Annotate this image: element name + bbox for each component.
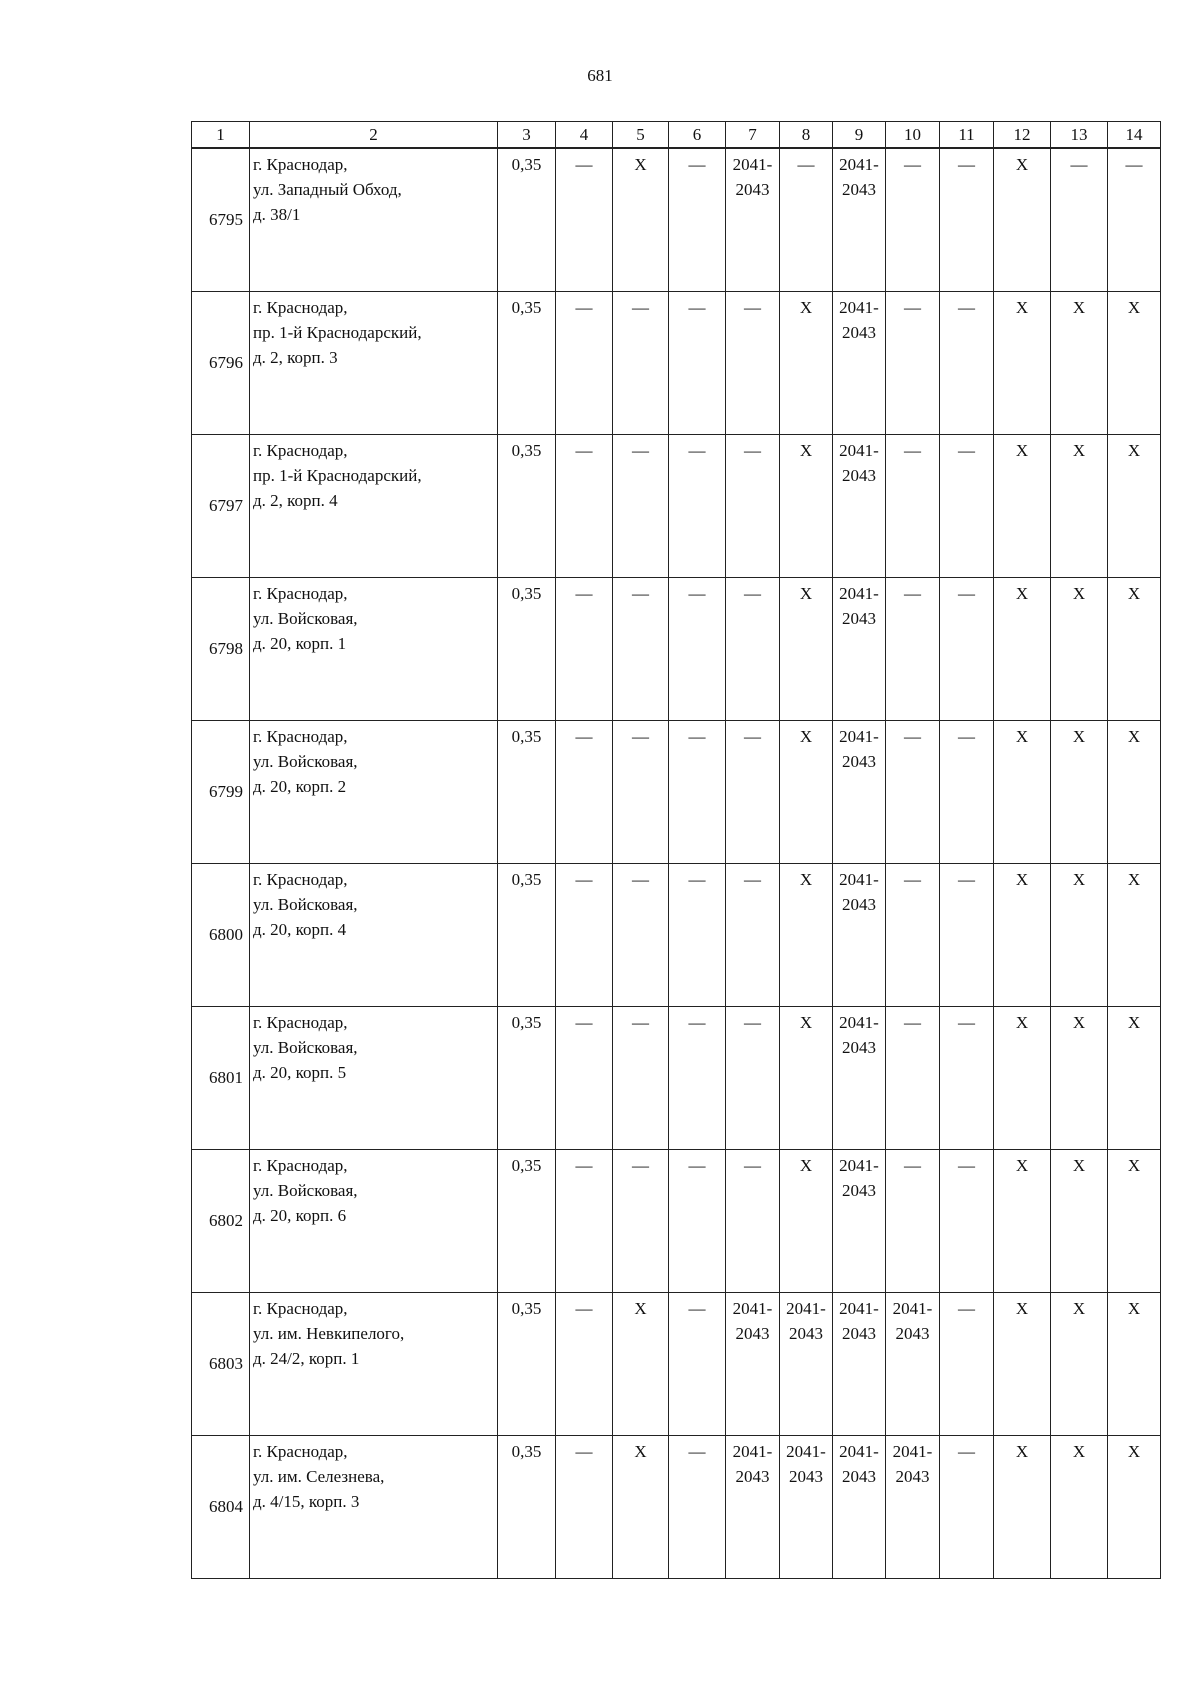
table-cell-col-7 bbox=[726, 577, 780, 720]
row-number: 6797 bbox=[192, 434, 250, 577]
cell-value: — bbox=[575, 1441, 593, 1461]
cell-value: Х bbox=[799, 583, 813, 603]
cell-value: Х bbox=[1015, 440, 1029, 460]
column-header-5: 5 bbox=[613, 122, 669, 149]
cell-value: — bbox=[688, 1298, 706, 1318]
cell-value: — bbox=[958, 1155, 975, 1175]
address-cell bbox=[250, 577, 498, 720]
table-row bbox=[192, 1435, 1161, 1578]
table-cell-col-10 bbox=[886, 863, 940, 1006]
cell-value: — bbox=[958, 155, 975, 174]
cell-value: 2041- 2043 bbox=[839, 1012, 879, 1057]
table-cell-col-5 bbox=[613, 1292, 669, 1435]
table-cell-col-8 bbox=[780, 577, 833, 720]
table-cell-col-9 bbox=[833, 1149, 886, 1292]
cell-value: 0,35 bbox=[511, 1012, 542, 1032]
table-cell-col-12 bbox=[994, 720, 1051, 863]
cell-value: — bbox=[904, 869, 921, 889]
table-cell-col-13 bbox=[1051, 291, 1108, 434]
table-cell-col-6 bbox=[669, 1292, 726, 1435]
table-cell-col-3 bbox=[498, 1292, 556, 1435]
table-cell-col-11 bbox=[940, 291, 994, 434]
cell-value: Х bbox=[799, 869, 813, 889]
table-row bbox=[192, 720, 1161, 863]
cell-value: 0,35 bbox=[511, 1441, 542, 1461]
address-cell bbox=[250, 1292, 498, 1435]
address-cell bbox=[250, 863, 498, 1006]
table-cell-col-13 bbox=[1051, 1292, 1108, 1435]
table-cell-col-14 bbox=[1108, 577, 1161, 720]
column-header-4: 4 bbox=[556, 122, 613, 149]
table-cell-col-13 bbox=[1051, 863, 1108, 1006]
address-text: г. Краснодар, пр. 1-й Краснодарский, д. 2, корп. 4 bbox=[253, 440, 422, 510]
cell-value: — bbox=[688, 155, 706, 174]
cell-value: — bbox=[632, 1155, 649, 1175]
cell-value: — bbox=[744, 583, 761, 603]
table-cell-col-9 bbox=[833, 720, 886, 863]
table-cell-col-13 bbox=[1051, 1006, 1108, 1149]
header-row bbox=[192, 122, 1161, 149]
table-row bbox=[192, 577, 1161, 720]
table-cell-col-14 bbox=[1108, 863, 1161, 1006]
cell-value: — bbox=[1070, 155, 1088, 174]
table-cell-col-3 bbox=[498, 863, 556, 1006]
table-cell-col-10 bbox=[886, 1435, 940, 1578]
cell-value: — bbox=[904, 1155, 921, 1175]
cell-value: Х bbox=[1127, 1298, 1141, 1318]
table-cell-col-13 bbox=[1051, 434, 1108, 577]
table-row bbox=[192, 1149, 1161, 1292]
table-cell-col-8 bbox=[780, 1292, 833, 1435]
table-cell-col-14 bbox=[1108, 1149, 1161, 1292]
table-cell-col-14 bbox=[1108, 148, 1161, 291]
cell-value: Х bbox=[634, 1298, 647, 1318]
table-cell-col-3 bbox=[498, 1006, 556, 1149]
cell-value: Х bbox=[1015, 583, 1029, 603]
row-number: 6803 bbox=[192, 1292, 250, 1435]
table-row bbox=[192, 1292, 1161, 1435]
table-cell-col-6 bbox=[669, 148, 726, 291]
cell-value: — bbox=[904, 583, 921, 603]
table-cell-col-12 bbox=[994, 863, 1051, 1006]
cell-value: Х bbox=[1015, 1441, 1029, 1461]
address-cell bbox=[250, 1435, 498, 1578]
table-cell-col-9 bbox=[833, 291, 886, 434]
cell-value: Х bbox=[799, 440, 813, 460]
cell-value: Х bbox=[1072, 869, 1086, 889]
cell-value: Х bbox=[1015, 297, 1029, 317]
cell-value: 2041- 2043 bbox=[839, 583, 879, 628]
cell-value: — bbox=[632, 869, 649, 889]
table-cell-col-4 bbox=[556, 1435, 613, 1578]
table-cell-col-7 bbox=[726, 1435, 780, 1578]
cell-value: Х bbox=[1127, 1155, 1141, 1175]
cell-value: 0,35 bbox=[511, 440, 542, 460]
column-header-8: 8 bbox=[780, 122, 833, 149]
column-header-2: 2 bbox=[250, 122, 498, 149]
table-cell-col-7 bbox=[726, 1292, 780, 1435]
table-cell-col-11 bbox=[940, 148, 994, 291]
register-table bbox=[191, 121, 1161, 1579]
address-cell bbox=[250, 1149, 498, 1292]
cell-value: Х bbox=[799, 726, 813, 746]
cell-value: — bbox=[958, 1298, 975, 1318]
table-cell-col-10 bbox=[886, 434, 940, 577]
cell-value: Х bbox=[1127, 1012, 1141, 1032]
table-cell-col-6 bbox=[669, 434, 726, 577]
cell-value: — bbox=[688, 1012, 706, 1032]
cell-value: — bbox=[958, 869, 975, 889]
table-cell-col-14 bbox=[1108, 1435, 1161, 1578]
cell-value: Х bbox=[1127, 726, 1141, 746]
table-cell-col-11 bbox=[940, 1292, 994, 1435]
cell-value: 2041- 2043 bbox=[839, 726, 879, 771]
cell-value: 2041- 2043 bbox=[839, 155, 879, 199]
cell-value: — bbox=[744, 297, 761, 317]
cell-value: 0,35 bbox=[511, 297, 542, 317]
table-row bbox=[192, 863, 1161, 1006]
row-number: 6795 bbox=[192, 148, 250, 291]
cell-value: Х bbox=[1015, 1298, 1029, 1318]
table-cell-col-9 bbox=[833, 1006, 886, 1149]
cell-value: — bbox=[688, 440, 706, 460]
table-cell-col-5 bbox=[613, 1006, 669, 1149]
table-cell-col-5 bbox=[613, 291, 669, 434]
table-cell-col-9 bbox=[833, 577, 886, 720]
cell-value: — bbox=[575, 1298, 593, 1318]
table-cell-col-5 bbox=[613, 1435, 669, 1578]
table-cell-col-3 bbox=[498, 291, 556, 434]
cell-value: — bbox=[688, 869, 706, 889]
table-cell-col-3 bbox=[498, 434, 556, 577]
table-row bbox=[192, 434, 1161, 577]
table-cell-col-8 bbox=[780, 863, 833, 1006]
address-cell bbox=[250, 720, 498, 863]
table-cell-col-5 bbox=[613, 148, 669, 291]
cell-value: — bbox=[575, 297, 593, 317]
address-text: г. Краснодар, пр. 1-й Краснодарский, д. 2, корп. 3 bbox=[253, 297, 422, 367]
table-cell-col-3 bbox=[498, 1149, 556, 1292]
cell-value: — bbox=[632, 440, 649, 460]
cell-value: Х bbox=[1127, 440, 1141, 460]
column-header-14: 14 bbox=[1108, 122, 1161, 149]
cell-value: Х bbox=[1127, 297, 1141, 317]
cell-value: Х bbox=[634, 155, 647, 174]
cell-value: — bbox=[744, 726, 761, 746]
table-body bbox=[192, 148, 1161, 1578]
table-cell-col-6 bbox=[669, 1006, 726, 1149]
table-cell-col-6 bbox=[669, 291, 726, 434]
cell-value: Х bbox=[1072, 583, 1086, 603]
column-header-10: 10 bbox=[886, 122, 940, 149]
table-cell-col-4 bbox=[556, 1292, 613, 1435]
table-cell-col-5 bbox=[613, 1149, 669, 1292]
cell-value: Х bbox=[1072, 726, 1086, 746]
cell-value: — bbox=[958, 1012, 975, 1032]
cell-value: Х bbox=[1015, 1155, 1029, 1175]
cell-value: — bbox=[575, 726, 593, 746]
column-header-6: 6 bbox=[669, 122, 726, 149]
table-cell-col-9 bbox=[833, 1435, 886, 1578]
address-text: г. Краснодар, ул. им. Невкипелого, д. 24/2, корп. 1 bbox=[253, 1298, 405, 1368]
table-cell-col-14 bbox=[1108, 1292, 1161, 1435]
table-cell-col-6 bbox=[669, 577, 726, 720]
table-cell-col-7 bbox=[726, 1006, 780, 1149]
cell-value: — bbox=[904, 297, 921, 317]
table-cell-col-11 bbox=[940, 577, 994, 720]
cell-value: Х bbox=[1015, 726, 1029, 746]
table-cell-col-5 bbox=[613, 863, 669, 1006]
cell-value: Х bbox=[799, 1012, 813, 1032]
table-cell-col-4 bbox=[556, 1006, 613, 1149]
address-text: г. Краснодар, ул. Войсковая, д. 20, корп. 6 bbox=[253, 1155, 358, 1225]
table-cell-col-9 bbox=[833, 1292, 886, 1435]
table-cell-col-13 bbox=[1051, 720, 1108, 863]
table-cell-col-5 bbox=[613, 720, 669, 863]
cell-value: 0,35 bbox=[511, 155, 542, 174]
address-text: г. Краснодар, ул. Войсковая, д. 20, корп. 4 bbox=[253, 869, 358, 939]
table-cell-col-6 bbox=[669, 863, 726, 1006]
cell-value: — bbox=[958, 297, 975, 317]
cell-value: Х bbox=[1127, 1441, 1141, 1461]
table-cell-col-11 bbox=[940, 434, 994, 577]
table-row bbox=[192, 148, 1161, 291]
table-cell-col-7 bbox=[726, 291, 780, 434]
table-cell-col-8 bbox=[780, 1149, 833, 1292]
cell-value: Х bbox=[1072, 440, 1086, 460]
table-cell-col-13 bbox=[1051, 148, 1108, 291]
cell-value: — bbox=[575, 440, 593, 460]
cell-value: — bbox=[744, 1155, 761, 1175]
table-cell-col-12 bbox=[994, 434, 1051, 577]
table-cell-col-12 bbox=[994, 148, 1051, 291]
table-row bbox=[192, 291, 1161, 434]
cell-value: — bbox=[904, 155, 921, 174]
table-cell-col-10 bbox=[886, 1292, 940, 1435]
table-cell-col-4 bbox=[556, 577, 613, 720]
cell-value: — bbox=[958, 1441, 975, 1461]
cell-value: 2041- 2043 bbox=[786, 1298, 826, 1343]
table-cell-col-9 bbox=[833, 434, 886, 577]
table-cell-col-13 bbox=[1051, 577, 1108, 720]
cell-value: — bbox=[632, 583, 649, 603]
cell-value: Х bbox=[1015, 155, 1029, 174]
table-cell-col-10 bbox=[886, 720, 940, 863]
table-cell-col-3 bbox=[498, 720, 556, 863]
cell-value: — bbox=[744, 1012, 761, 1032]
address-text: г. Краснодар, ул. Западный Обход, д. 38/1 bbox=[253, 155, 402, 224]
table-cell-col-14 bbox=[1108, 1006, 1161, 1149]
table-row bbox=[192, 1006, 1161, 1149]
cell-value: — bbox=[632, 1012, 649, 1032]
cell-value: 2041- 2043 bbox=[732, 1441, 773, 1486]
table-cell-col-12 bbox=[994, 1006, 1051, 1149]
row-number: 6800 bbox=[192, 863, 250, 1006]
cell-value: Х bbox=[634, 1441, 647, 1461]
cell-value: — bbox=[904, 1012, 921, 1032]
cell-value: Х bbox=[1072, 1441, 1086, 1461]
table-cell-col-10 bbox=[886, 1149, 940, 1292]
table-cell-col-4 bbox=[556, 1149, 613, 1292]
cell-value: 2041- 2043 bbox=[839, 440, 879, 485]
cell-value: 2041- 2043 bbox=[892, 1441, 933, 1486]
cell-value: — bbox=[688, 297, 706, 317]
cell-value: — bbox=[632, 297, 649, 317]
table-cell-col-6 bbox=[669, 1435, 726, 1578]
address-cell bbox=[250, 148, 498, 291]
table-cell-col-12 bbox=[994, 291, 1051, 434]
table-cell-col-12 bbox=[994, 1435, 1051, 1578]
cell-value: — bbox=[744, 869, 761, 889]
table-cell-col-4 bbox=[556, 148, 613, 291]
row-number: 6799 bbox=[192, 720, 250, 863]
row-number: 6796 bbox=[192, 291, 250, 434]
table-cell-col-11 bbox=[940, 1006, 994, 1149]
table-cell-col-4 bbox=[556, 863, 613, 1006]
table-header bbox=[192, 122, 1161, 149]
table-cell-col-7 bbox=[726, 1149, 780, 1292]
table-cell-col-8 bbox=[780, 148, 833, 291]
cell-value: — bbox=[688, 583, 706, 603]
cell-value: 0,35 bbox=[511, 869, 542, 889]
table-cell-col-11 bbox=[940, 1149, 994, 1292]
row-number: 6802 bbox=[192, 1149, 250, 1292]
cell-value: 0,35 bbox=[511, 583, 542, 603]
column-header-3: 3 bbox=[498, 122, 556, 149]
table-cell-col-7 bbox=[726, 720, 780, 863]
cell-value: — bbox=[688, 1441, 706, 1461]
table-cell-col-11 bbox=[940, 720, 994, 863]
address-cell bbox=[250, 1006, 498, 1149]
table-cell-col-5 bbox=[613, 577, 669, 720]
cell-value: — bbox=[958, 726, 975, 746]
cell-value: — bbox=[797, 155, 815, 174]
cell-value: Х bbox=[1072, 1012, 1086, 1032]
table-cell-col-3 bbox=[498, 148, 556, 291]
table-cell-col-14 bbox=[1108, 434, 1161, 577]
cell-value: — bbox=[575, 1155, 593, 1175]
cell-value: 0,35 bbox=[511, 1155, 542, 1175]
table-cell-col-9 bbox=[833, 148, 886, 291]
row-number: 6798 bbox=[192, 577, 250, 720]
row-number: 6804 bbox=[192, 1435, 250, 1578]
cell-value: Х bbox=[799, 1155, 813, 1175]
table-cell-col-9 bbox=[833, 863, 886, 1006]
cell-value: Х bbox=[1015, 869, 1029, 889]
table-cell-col-12 bbox=[994, 1292, 1051, 1435]
cell-value: Х bbox=[799, 297, 813, 317]
table-cell-col-4 bbox=[556, 291, 613, 434]
cell-value: Х bbox=[1072, 297, 1086, 317]
table-cell-col-11 bbox=[940, 863, 994, 1006]
table-cell-col-4 bbox=[556, 434, 613, 577]
cell-value: — bbox=[744, 440, 761, 460]
cell-value: 2041- 2043 bbox=[732, 1298, 773, 1343]
table-cell-col-8 bbox=[780, 720, 833, 863]
table-cell-col-7 bbox=[726, 148, 780, 291]
table-cell-col-4 bbox=[556, 720, 613, 863]
cell-value: 0,35 bbox=[511, 1298, 542, 1318]
table-cell-col-11 bbox=[940, 1435, 994, 1578]
table-cell-col-7 bbox=[726, 434, 780, 577]
table-cell-col-6 bbox=[669, 720, 726, 863]
cell-value: Х bbox=[1127, 583, 1141, 603]
cell-value: Х bbox=[1015, 1012, 1029, 1032]
address-text: г. Краснодар, ул. им. Селезнева, д. 4/15, корп. 3 bbox=[253, 1441, 385, 1511]
column-header-11: 11 bbox=[940, 122, 994, 149]
cell-value: — bbox=[575, 1012, 593, 1032]
table-cell-col-10 bbox=[886, 291, 940, 434]
cell-value: — bbox=[904, 440, 921, 460]
table-cell-col-10 bbox=[886, 1006, 940, 1149]
cell-value: Х bbox=[1072, 1155, 1086, 1175]
cell-value: — bbox=[575, 155, 593, 174]
table-cell-col-12 bbox=[994, 1149, 1051, 1292]
cell-value: 2041- 2043 bbox=[839, 1155, 879, 1200]
address-cell bbox=[250, 434, 498, 577]
cell-value: 2041- 2043 bbox=[732, 155, 773, 199]
table-cell-col-14 bbox=[1108, 291, 1161, 434]
address-text: г. Краснодар, ул. Войсковая, д. 20, корп. 5 bbox=[253, 1012, 358, 1082]
cell-value: — bbox=[1125, 155, 1143, 174]
table-cell-col-10 bbox=[886, 148, 940, 291]
cell-value: — bbox=[958, 583, 975, 603]
table-cell-col-10 bbox=[886, 577, 940, 720]
cell-value: — bbox=[688, 1155, 706, 1175]
table-cell-col-13 bbox=[1051, 1149, 1108, 1292]
table-cell-col-14 bbox=[1108, 720, 1161, 863]
cell-value: 2041- 2043 bbox=[839, 1298, 879, 1343]
row-number: 6801 bbox=[192, 1006, 250, 1149]
cell-value: 0,35 bbox=[511, 726, 542, 746]
table-cell-col-3 bbox=[498, 1435, 556, 1578]
cell-value: 2041- 2043 bbox=[839, 1441, 879, 1486]
cell-value: — bbox=[688, 726, 706, 746]
page-number: 681 bbox=[587, 66, 613, 85]
table-cell-col-8 bbox=[780, 1006, 833, 1149]
cell-value: 2041- 2043 bbox=[839, 869, 879, 914]
cell-value: — bbox=[575, 869, 593, 889]
column-header-7: 7 bbox=[726, 122, 780, 149]
cell-value: — bbox=[632, 726, 649, 746]
table-cell-col-8 bbox=[780, 291, 833, 434]
address-cell bbox=[250, 291, 498, 434]
cell-value: — bbox=[958, 440, 975, 460]
column-header-1: 1 bbox=[192, 122, 250, 149]
table-cell-col-3 bbox=[498, 577, 556, 720]
table-cell-col-8 bbox=[780, 1435, 833, 1578]
column-header-12: 12 bbox=[994, 122, 1051, 149]
address-text: г. Краснодар, ул. Войсковая, д. 20, корп. 1 bbox=[253, 583, 358, 653]
column-header-13: 13 bbox=[1051, 122, 1108, 149]
cell-value: 2041- 2043 bbox=[786, 1441, 826, 1486]
table-cell-col-6 bbox=[669, 1149, 726, 1292]
column-header-9: 9 bbox=[833, 122, 886, 149]
cell-value: 2041- 2043 bbox=[892, 1298, 933, 1343]
address-text: г. Краснодар, ул. Войсковая, д. 20, корп. 2 bbox=[253, 726, 358, 796]
cell-value: Х bbox=[1072, 1298, 1086, 1318]
table-cell-col-8 bbox=[780, 434, 833, 577]
table-cell-col-12 bbox=[994, 577, 1051, 720]
cell-value: Х bbox=[1127, 869, 1141, 889]
table-cell-col-5 bbox=[613, 434, 669, 577]
cell-value: — bbox=[575, 583, 593, 603]
cell-value: 2041- 2043 bbox=[839, 297, 879, 342]
table-cell-col-13 bbox=[1051, 1435, 1108, 1578]
cell-value: — bbox=[904, 726, 921, 746]
table-cell-col-7 bbox=[726, 863, 780, 1006]
